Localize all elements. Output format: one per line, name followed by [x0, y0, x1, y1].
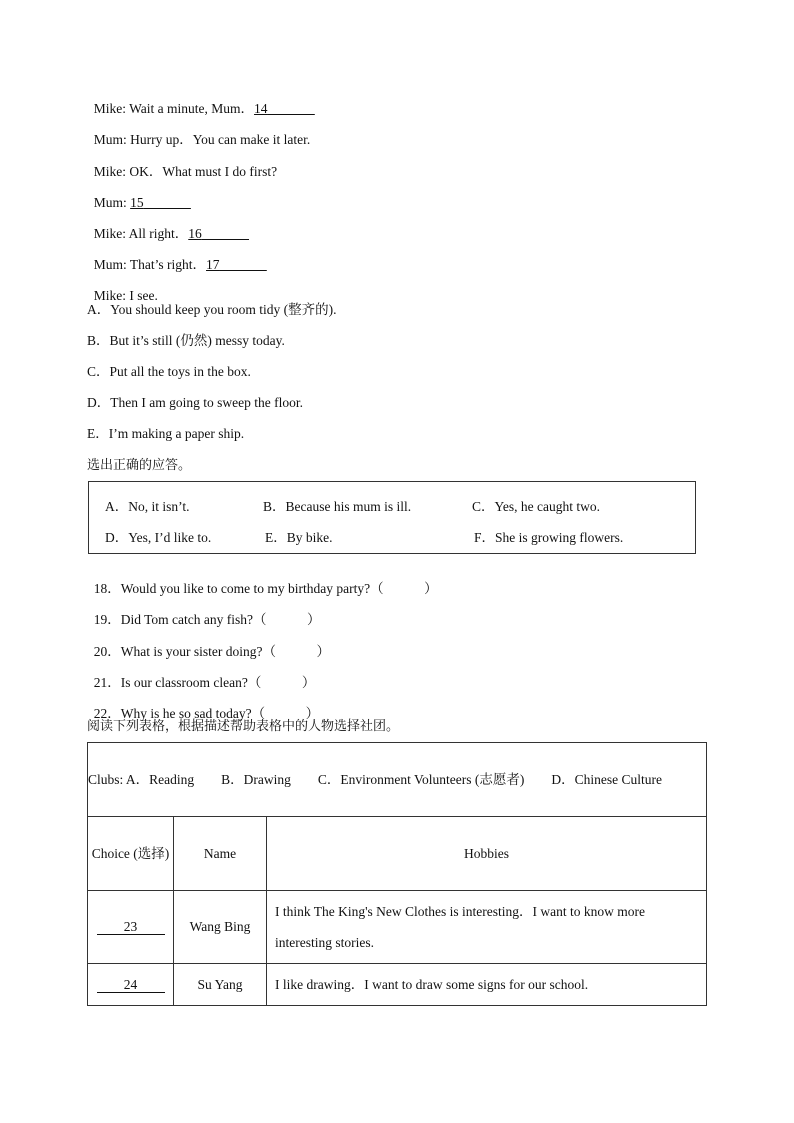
dialogue-text: All right．	[128, 226, 189, 241]
answer-option-b: B．Because his mum is ill.	[263, 499, 412, 514]
dialogue-line-7	[87, 269, 158, 305]
speaker: Mum:	[93, 195, 127, 210]
clubs-list: Clubs: A．Reading B．Drawing C．Environment Volunteers (志愿者) D．Chinese Culture	[88, 743, 707, 817]
answer-option-f: F．She is growing flowers.	[474, 530, 624, 545]
dialogue-option-d: D．Then I am going to sweep the floor.	[87, 395, 303, 410]
person-hobbies: I think The King's New Clothes is interesting．I want to know more interesting stories.	[267, 891, 707, 964]
answer-paren[interactable]: （ ）	[251, 706, 320, 721]
answer-option-e: E．By bike.	[265, 530, 333, 545]
speaker: Mike:	[93, 164, 126, 179]
answer-blank-16[interactable]: 16	[188, 226, 202, 241]
section-2-title: 选出正确的应答。	[87, 458, 192, 473]
table-row	[88, 964, 707, 1006]
answer-options-box	[88, 481, 696, 554]
dialogue-text: I see.	[129, 288, 158, 303]
answer-paren[interactable]: （ ）	[370, 581, 438, 596]
answer-option-d: D．Yes, I’d like to.	[105, 530, 212, 545]
dialogue-line-2	[87, 113, 310, 149]
answer-blank-17[interactable]: 17	[206, 257, 220, 272]
dialogue-text: Hurry up．You can make it later.	[130, 132, 311, 147]
answer-blank-14[interactable]: 14	[254, 101, 268, 116]
speaker: Mike:	[93, 226, 126, 241]
person-name: Su Yang	[174, 964, 267, 1006]
section-3-title: 阅读下列表格，根据描述帮助表格中的人物选择社团。	[87, 719, 400, 734]
answer-blank-15[interactable]: 15	[130, 195, 144, 210]
answer-paren[interactable]: （ ）	[253, 612, 321, 627]
person-name: Wang Bing	[174, 891, 267, 964]
person-hobbies: I like drawing．I want to draw some signs for our school.	[267, 964, 707, 1006]
speaker: Mike:	[93, 101, 126, 116]
speaker: Mike:	[93, 288, 126, 303]
dialogue-text: That’s right．	[129, 257, 207, 272]
dialogue-option-a: A．You should keep you room tidy (整齐的).	[87, 302, 337, 317]
speaker: Mum:	[93, 132, 127, 147]
header-choice: Choice (选择)	[88, 817, 174, 891]
question-20: 20．What is your sister doing?（ ）	[93, 644, 330, 659]
answer-option-c: C．Yes, he caught two.	[472, 499, 600, 514]
question-22: 22．Why is he so sad today?（ ）	[93, 706, 320, 721]
dialogue-text: Wait a minute, Mum．	[129, 101, 255, 116]
clubs-table	[87, 742, 707, 1006]
dialogue-text: OK．What must I do first?	[129, 164, 278, 179]
answer-option-a: A．No, it isn’t.	[105, 499, 190, 514]
answer-paren[interactable]: （ ）	[247, 675, 316, 690]
choice-blank-23[interactable]: 23	[97, 919, 165, 935]
dialogue-option-c: C．Put all the toys in the box.	[87, 364, 251, 379]
question-19: 19．Did Tom catch any fish?（ ）	[93, 612, 321, 627]
dialogue-option-e: E．I’m making a paper ship.	[87, 426, 245, 441]
table-row	[88, 891, 707, 964]
choice-blank-24[interactable]: 24	[97, 977, 165, 993]
header-name: Name	[174, 817, 267, 891]
dialogue-option-b: B．But it’s still (仍然) messy today.	[87, 333, 285, 348]
question-18: 18．Would you like to come to my birthday party?（ ）	[93, 581, 438, 596]
answer-paren[interactable]: （ ）	[262, 644, 330, 659]
speaker: Mum:	[93, 257, 127, 272]
question-21: 21．Is our classroom clean?（ ）	[93, 675, 316, 690]
header-hobbies: Hobbies	[267, 817, 707, 891]
